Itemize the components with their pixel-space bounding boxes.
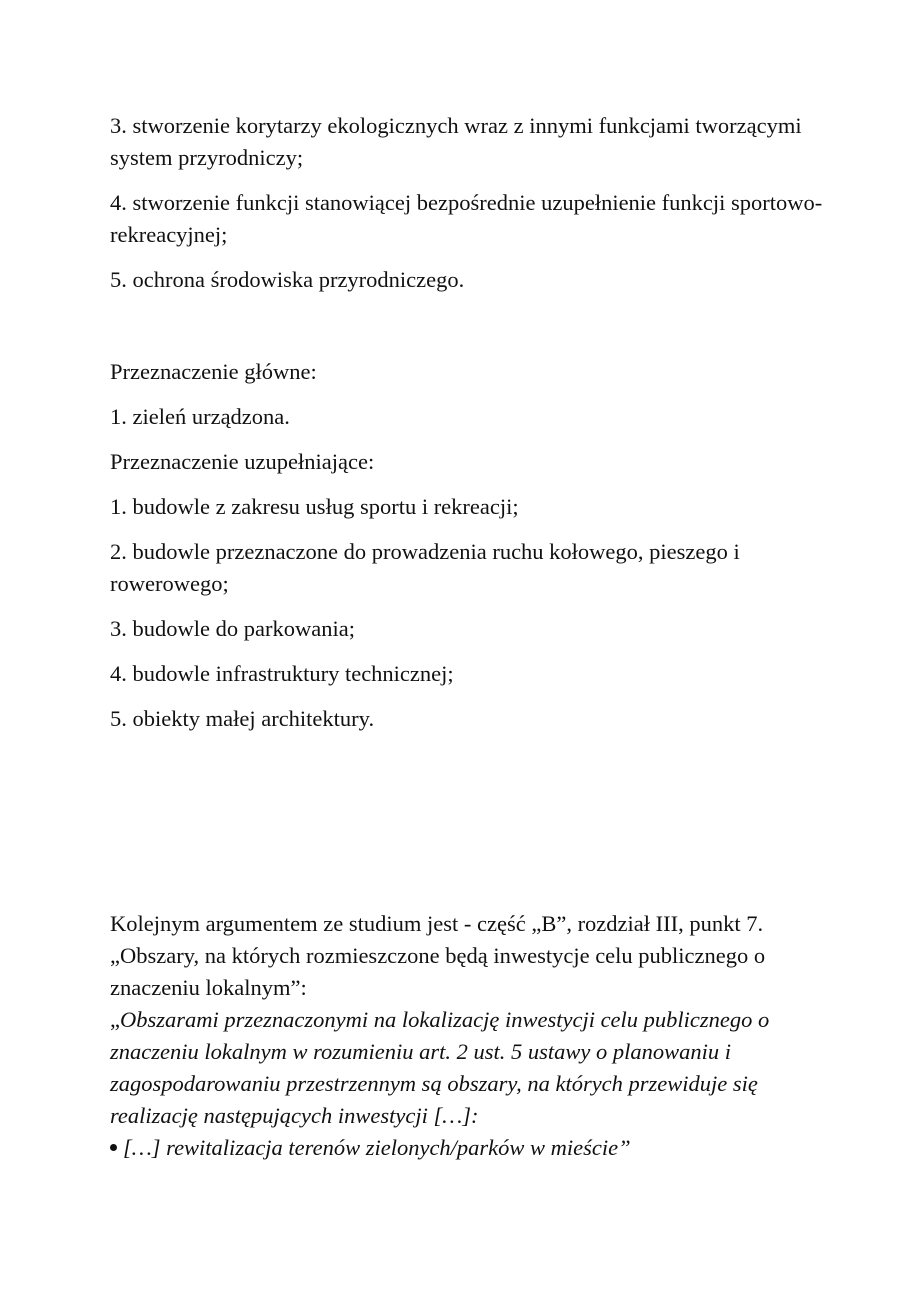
objective-item-5: 5. ochrona środowiska przyrodniczego.: [110, 267, 465, 292]
objectives-list: [110, 110, 830, 309]
objective-item-4: 4. stworzenie funkcji stanowiącej bezpośrednie uzupełnienie funkcji sportowo-rekreacyjnej;: [110, 190, 823, 247]
quote-bullet-item: [110, 1132, 830, 1164]
main-designation-heading: Przeznaczenie główne:: [110, 359, 317, 384]
designation-section: [110, 356, 830, 748]
quote-bullet-text: […] rewitalizacja terenów zielonych/parków w mieście”: [123, 1135, 631, 1160]
supplementary-item-1: 1. budowle z zakresu usług sportu i rekreacji;: [110, 494, 519, 519]
supplementary-designation-heading: Przeznaczenie uzupełniające:: [110, 449, 375, 474]
study-quote-text: Obszarami przeznaczonymi na lokalizację inwestycji celu publicznego o znaczeniu lokalnym w rozumieniu art. 2 ust. 5 ustawy o planowaniu i zagospodarowaniu przestrzennym są obszary, na których przewiduje się realizację następujących inwestycji […]:: [110, 1007, 770, 1128]
quote-open-mark: „: [110, 1007, 120, 1032]
objective-item-3: 3. stworzenie korytarzy ekologicznych wraz z innymi funkcjami tworzącymi system przyrodniczy;: [110, 113, 802, 170]
study-argument-section: [110, 908, 830, 1164]
supplementary-item-5: 5. obiekty małej architektury.: [110, 706, 375, 731]
supplementary-item-2: 2. budowle przeznaczone do prowadzenia ruchu kołowego, pieszego i rowerowego;: [110, 539, 740, 596]
argument-intro: Kolejnym argumentem ze studium jest - część „B”, rozdział III, punkt 7. „Obszary, na których rozmieszczone będą inwestycje celu publicznego o znaczeniu lokalnym”:: [110, 911, 766, 1000]
bullet-icon: [110, 1144, 117, 1151]
main-designation-item-1: 1. zieleń urządzona.: [110, 404, 290, 429]
supplementary-item-3: 3. budowle do parkowania;: [110, 616, 355, 641]
supplementary-item-4: 4. budowle infrastruktury technicznej;: [110, 661, 454, 686]
study-quote: [110, 1004, 830, 1132]
